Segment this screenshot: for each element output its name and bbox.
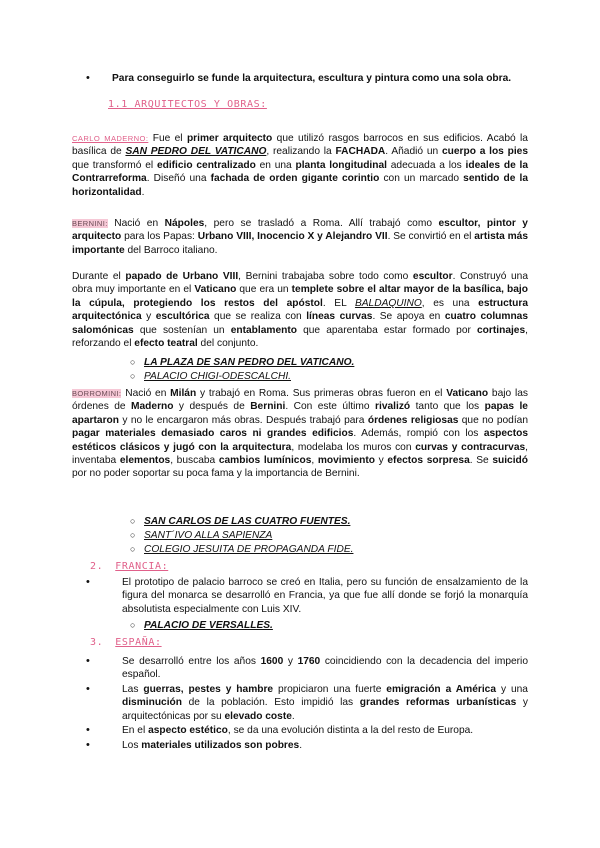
text-run: templete sobre el altar mayor de la basílica, bajo la cúpula, protegiendo los restos del apóstol <box>72 284 528 309</box>
section-heading-1-1 <box>108 98 564 111</box>
text-run: . Con este último <box>285 401 376 413</box>
text-run: papas le apartaron <box>72 401 528 426</box>
text-run: Nápoles <box>164 218 205 229</box>
text-run: aspectos estéticos clásicos y jugó con la arquitectura <box>72 428 528 453</box>
text-run: El prototipo de palacio barroco se creó en Italia, pero su función de ensalzamiento de la figura del monarca se desarrolló en Francia, ya que fue allí donde se forjó la monarquía absolutista especialmente con Luis XIV. <box>122 577 528 615</box>
text-run: escultórica <box>155 311 210 323</box>
text-run: 1.1 ARQUITECTOS Y OBRAS: <box>108 99 267 110</box>
list-item-francia-work <box>130 619 273 632</box>
text-run: FRANCIA: <box>115 561 169 572</box>
text-run: y <box>141 311 156 323</box>
text-run: . EL <box>322 297 355 309</box>
text-run: cambios lumínicos <box>218 455 312 467</box>
text-run: cuatro columnas salomónicas <box>72 311 528 336</box>
text-run: y <box>283 656 298 667</box>
text-run: , <box>311 455 318 467</box>
text-run: que se realiza con <box>209 311 307 323</box>
text-run: pagar materiales demasiado caros ni grandes edificios <box>72 428 354 440</box>
text-run: . Añadió un <box>385 146 442 158</box>
text-run: elevado coste <box>224 710 292 722</box>
text-run: Bernini <box>250 401 286 413</box>
text-run: curvas y contracurvas <box>415 441 526 453</box>
text-run: que transformó el <box>72 159 157 171</box>
text-run: estructura arquitectónica <box>72 297 528 323</box>
section-heading-2 <box>90 560 546 573</box>
text-run: de la población. Esto impidió las <box>182 697 360 709</box>
text-run: Fue el <box>148 133 187 144</box>
text-run: COLEGIO JESUITA DE PROPAGANDA FIDE. <box>144 544 354 555</box>
text-run: del Barroco italiano. <box>124 244 218 256</box>
text-run: suicidó <box>492 455 528 467</box>
bullet-marker <box>72 739 104 752</box>
text-run: . Además, rompió con los <box>353 428 484 440</box>
text-run: y no le encargaron más obras. Después trabajó para <box>119 414 368 426</box>
intro-bullet <box>72 72 528 85</box>
text-run: que aparentaba estar formado por <box>296 324 478 336</box>
text-run: , modelaba los muros con <box>291 441 416 453</box>
text-run: SANT´IVO ALLA SAPIENZA <box>144 530 273 541</box>
text-run: papado de Urbano VIII <box>125 271 239 282</box>
text-run: propiciaron una fuerte <box>273 684 387 695</box>
text-run: entablamento <box>230 324 297 336</box>
text-run: Durante el <box>72 271 126 282</box>
text-run: . Se <box>469 455 493 467</box>
text-run: coincidiendo con la decadencia del imperio español. <box>122 656 528 681</box>
text-run: Se desarrolló entre los años <box>122 656 261 667</box>
text-run: 1760 <box>297 656 321 667</box>
text-run: rivalizó <box>375 401 411 413</box>
text-run: , inventaba <box>72 441 529 467</box>
text-run: líneas curvas <box>306 311 373 323</box>
text-run: , es una <box>421 297 479 309</box>
text-run: adecuada a los <box>386 159 466 171</box>
text-run: BALDAQUINO <box>354 297 422 309</box>
bullet-marker <box>72 724 104 737</box>
text-run: guerras, pestes y hambre <box>143 684 274 695</box>
text-run: . <box>299 740 303 751</box>
text-run: que era un <box>236 284 292 296</box>
text-run: con un marcado <box>379 173 464 185</box>
paragraph-maderno <box>72 132 528 199</box>
section-heading-3 <box>90 636 546 649</box>
list-item-borromini-work <box>130 529 272 542</box>
paragraph-borromini <box>72 387 528 481</box>
bullet-marker <box>72 655 104 682</box>
text-run: . <box>141 186 145 198</box>
text-run: PALACIO DE VERSALLES. <box>144 620 273 631</box>
text-run: tanto que los <box>410 401 485 413</box>
text-run: que sostenían un <box>133 324 231 336</box>
text-run: en una <box>255 159 296 171</box>
text-run: , se da una evolución distinta a la del resto de Europa. <box>227 725 474 736</box>
bullet-espana-3 <box>72 724 528 737</box>
text-run: cuerpo a los pies <box>441 146 529 158</box>
label-bernini: BERNINI: <box>72 219 108 228</box>
text-run: fachada de orden gigante corintio <box>210 173 380 185</box>
text-run: que utilizó rasgos barrocos en sus edificios. Acabó la basílica de <box>72 133 528 158</box>
circle-bullet-icon <box>130 370 144 383</box>
circle-bullet-icon <box>130 356 144 369</box>
text-run: , reforzando el <box>72 324 528 350</box>
text-run: emigración a América <box>386 684 497 695</box>
text-run: y una <box>496 684 528 695</box>
text-run: Vaticano <box>446 388 489 399</box>
text-run: elementos <box>119 455 171 467</box>
text-run: . Se apoya en <box>372 311 445 323</box>
text-run: movimiento <box>317 455 376 467</box>
text-run: y trabajó en Roma. Sus primeras obras fueron en el <box>196 388 447 399</box>
bullet-espana-1 <box>72 655 528 682</box>
text-run: LA PLAZA DE SAN PEDRO DEL VATICANO. <box>144 357 355 368</box>
text-run: , Bernini trabajaba sobre todo como <box>238 271 413 282</box>
paragraph-bernini <box>72 217 528 257</box>
text-run: efecto teatral <box>134 338 198 350</box>
bullet-francia <box>72 576 528 616</box>
text-run: Vaticano <box>194 284 237 296</box>
text-run: y arquitectónicas por su <box>122 697 528 722</box>
text-run: 3. <box>90 637 104 648</box>
text-run: escultor, pintor y arquitecto <box>72 218 528 243</box>
text-run: 1600 <box>260 656 284 667</box>
text-run: grandes reformas urbanísticas <box>359 697 517 709</box>
text-run: . <box>291 710 295 722</box>
text-run: Maderno <box>131 401 174 413</box>
text-run: para los Papas: <box>121 231 198 243</box>
circle-bullet-icon <box>130 543 144 556</box>
text-run: del conjunto. <box>197 338 259 350</box>
text-run: y <box>375 455 388 467</box>
text-run: . Construyó una obra muy importante en el <box>72 271 528 296</box>
text-run: Milán <box>170 388 197 399</box>
text-run: edificio centralizado <box>156 159 256 171</box>
bullet-marker <box>72 72 104 85</box>
text-run: Las <box>122 684 144 695</box>
text-run: aspecto estético <box>148 725 228 736</box>
text-run: SAN CARLOS DE LAS CUATRO FUENTES. <box>144 516 351 527</box>
text-run: planta longitudinal <box>295 159 387 171</box>
text-run: ESPAÑA: <box>115 637 162 648</box>
label-maderno: CARLO MADERNO: <box>72 134 149 143</box>
intro-text: Para conseguirlo se funde la arquitectura, escultura y pintura como una sola obra. <box>112 73 512 84</box>
text-run: ideales de la Contrarreforma <box>72 159 529 185</box>
list-item-borromini-work <box>130 515 350 528</box>
circle-bullet-icon <box>130 529 144 542</box>
list-item-borromini-work <box>130 543 353 556</box>
text-run: Los <box>122 740 142 751</box>
text-run: por no poder soportar su poca fama y la importancia de Bernini. <box>72 468 360 480</box>
text-run: , buscaba <box>170 455 219 467</box>
text-run: que no podían <box>458 414 528 426</box>
circle-bullet-icon <box>130 619 144 632</box>
list-item-bernini-work <box>130 356 354 369</box>
text-run: En el <box>122 725 149 736</box>
bullet-marker <box>72 683 104 723</box>
text-run: , realizando la <box>266 146 336 158</box>
text-run: materiales utilizados son pobres <box>141 740 300 751</box>
text-run: , pero se trasladó a Roma. Allí trabajó como <box>204 218 439 229</box>
circle-bullet-icon <box>130 515 144 528</box>
text-run: y después de <box>173 401 251 413</box>
label-borromini: BORROMINI: <box>72 389 122 398</box>
text-run: artista más importante <box>72 231 529 256</box>
text-run: FACHADA <box>335 146 386 158</box>
text-run: Nació en <box>107 218 165 229</box>
bullet-espana-4 <box>72 739 528 752</box>
text-run: Urbano VIII, Inocencio X y Alejandro VII <box>197 231 388 243</box>
text-run: PALACIO CHIGI-ODESCALCHI. <box>144 371 291 382</box>
bullet-marker <box>72 576 104 616</box>
text-run: sentido de la horizontalidad <box>72 173 529 198</box>
text-run: órdenes religiosas <box>367 414 459 426</box>
text-run: Nació en <box>121 388 171 399</box>
list-item-bernini-work <box>130 370 291 383</box>
text-run: . Diseñó una <box>146 173 211 185</box>
text-run: . Se convirtió en el <box>387 231 475 243</box>
text-run: 2. <box>90 561 104 572</box>
text-run: escultor <box>412 271 453 282</box>
text-run: bajo las órdenes de <box>72 388 528 413</box>
text-run: primer arquitecto <box>186 133 273 144</box>
text-run: efectos sorpresa <box>387 455 470 467</box>
text-run: disminución <box>122 697 182 709</box>
paragraph-papado <box>72 270 528 350</box>
text-run: cortinajes <box>477 324 526 336</box>
bullet-espana-2 <box>72 683 528 723</box>
text-run: SAN PEDRO DEL VATICANO <box>125 146 267 158</box>
